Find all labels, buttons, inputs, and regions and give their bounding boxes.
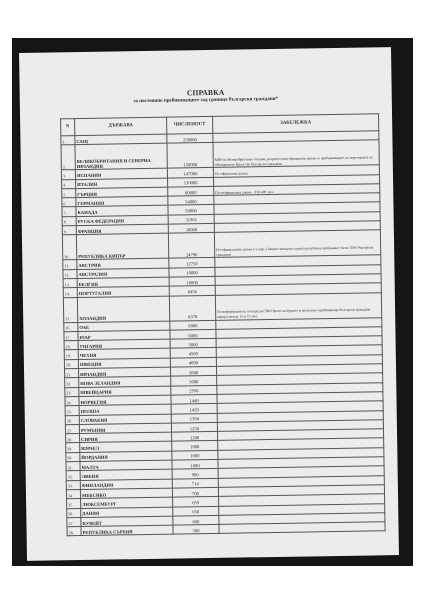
row-count: 1000 [172,450,218,460]
row-number: 30. [66,452,80,462]
row-country: КАНАДА [76,206,168,217]
row-note: По официални данни. [213,165,379,177]
row-country: РУМЪНИЯ [79,423,171,434]
row-number: 14. [63,288,77,298]
row-note: МВР на Великобритания отказва да предостави официални данни за пребиваващите на територията на Обединеното Кралство български граждани [213,140,379,168]
row-country: ЮАР [78,330,170,341]
row-country: ЧЕХИЯ [78,349,170,360]
row-number: 25. [65,406,79,416]
row-number: 29. [66,443,80,453]
row-count: 5000 [170,339,216,349]
row-number: 27. [65,424,79,434]
row-count: 4000 [170,357,216,367]
row-country: СЛОВАКИЯ [79,414,171,425]
row-count: 6456 [169,286,215,296]
row-number: 18. [64,341,78,351]
row-count: 900 [172,469,218,479]
row-count: 250000 [167,133,213,143]
row-country: ФРАНЦИЯ [76,224,168,235]
row-note: По официалните данни в т. нар. Северно-кипърска турска република пребивават около 3500 български граждани [214,230,380,258]
row-country: РЕПУБЛИКА КИПЪР [76,234,168,260]
row-count: 650 [173,506,219,516]
header-num: N [61,119,75,136]
row-count: 3000 [170,366,216,376]
header-count: ЧИСЛЕНОСТ [167,116,213,134]
row-number: 10. [62,235,76,260]
row-number: 4. [62,179,76,189]
row-count: 147080 [167,168,213,178]
row-number: 1. [61,136,75,146]
row-number: 8. [62,216,76,226]
row-country: АВСТРИЯ [77,259,169,270]
row-number: 13. [63,279,77,289]
row-number: 11. [63,260,77,270]
row-country: ИЗРАЕЛ [80,442,172,453]
row-number: 3. [61,170,75,180]
row-count: 12750 [169,258,215,268]
row-count: 500 [173,524,219,534]
row-number: 2. [61,145,75,170]
row-count: 50000 [168,205,214,215]
row-number: 9. [62,226,76,236]
row-number: 19. [64,350,78,360]
row-country: БЕЛГИЯ [77,277,169,288]
row-count: 659 [173,497,219,507]
row-number: 32. [66,471,80,481]
row-country: ГЪРЦИЯ [76,187,168,198]
row-country: ФИНЛАНДИЯ [80,479,172,490]
row-number: 21. [65,369,79,379]
row-country: СИРИЯ [80,432,172,443]
row-country: КУВЕЙТ [81,516,173,527]
row-count: 3000 [171,376,217,386]
row-count: 80000 [168,186,214,196]
row-count: 31965 [168,214,214,224]
row-number: 15. [63,297,77,322]
row-count: 150000 [167,143,213,169]
row-number: 34. [66,489,80,499]
row-note [219,522,385,534]
row-number: 20. [64,359,78,369]
row-country: ВЕЛИКОБРИТАНИЯ И СЕВЕРНА ИРЛАНДИЯ [75,143,167,169]
row-country: РЕПУБЛИКА СЪРБИЯ [81,525,173,536]
row-country: НОРВЕГИЯ [79,395,171,406]
row-note: По информация на холандски СМО броят на legално и нелегално пребиваващи български граждани варира между 15 и 25 хил. [215,292,381,320]
row-country: ИТАЛИЯ [76,178,168,189]
row-count: 1200 [172,432,218,442]
row-count: 700 [172,487,218,497]
table-body [61,131,385,536]
row-country: УНГАРИЯ [78,339,170,350]
row-country: ДАНИЯ [81,507,173,518]
row-country: РУСКА ФЕДЕРАЦИЯ [76,215,168,226]
row-count: 600 [173,515,219,525]
row-count: 6000 [170,329,216,339]
document-subtitle: за постоянно пребиваващите зад граница български граждани* [133,96,279,105]
row-number: 6. [62,198,76,208]
document-sheet [19,47,399,561]
row-number: 35. [67,499,81,509]
row-country: МЕКСИКО [80,488,172,499]
row-count: 54000 [168,196,214,206]
row-country: МАЛТА [80,460,172,471]
row-count: 30000 [168,223,214,233]
row-count: 2950 [171,385,217,395]
row-count: 714 [172,478,218,488]
row-number: 17. [64,331,78,341]
row-number: 23. [65,387,79,397]
row-count: 1448 [171,394,217,404]
row-count: 6000 [170,320,216,330]
row-number: 38. [67,527,81,537]
row-number: 24. [65,396,79,406]
row-country: АВСТРАЛИЯ [77,268,169,279]
row-number: 33. [66,480,80,490]
row-country: ПОРТУГАЛИЯ [77,286,169,297]
row-note: По неофициални данни - 350-400 хил. [214,184,380,196]
row-country: ЛИБИЯ [80,469,172,480]
row-count: 130000 [168,177,214,187]
row-number: 12. [63,269,77,279]
row-country: ГЕРМАНИЯ [76,196,168,207]
row-number: 31. [66,462,80,472]
row-number: 37. [67,517,81,527]
row-country: ИРЛАНДИЯ [78,367,170,378]
row-country: ШВЕЙЦАРИЯ [79,386,171,397]
row-number: 28. [66,434,80,444]
row-number: 5. [62,188,76,198]
row-country: ЛЮКСЕМБУРГ [81,497,173,508]
row-count: 1000 [172,459,218,469]
row-count: 24796 [168,233,214,259]
row-number: 16. [64,322,78,332]
row-count: 1000 [172,441,218,451]
row-count: 1420 [171,404,217,414]
row-country: ИСПАНИЯ [75,168,167,179]
document-title: СПРАВКА [186,87,225,98]
row-count: 6378 [169,295,215,321]
row-country: ЙОРДАНИЯ [80,451,172,462]
row-number: 26. [65,415,79,425]
row-country: ПОЛША [79,404,171,415]
row-count: 1250 [171,422,217,432]
row-country: ОАЕ [78,321,170,332]
row-count: 4500 [170,348,216,358]
row-country: НОВА ЗЕЛАНДИЯ [79,376,171,387]
row-count: 10000 [169,276,215,286]
header-note: ЗАБЕЛЕЖКА [213,114,379,134]
row-number: 36. [67,508,81,518]
row-number: 22. [65,378,79,388]
report-table [60,113,386,536]
row-country: САЩ [75,134,167,145]
row-number: 7. [62,207,76,217]
header-country: ДЪРЖАВА [75,117,167,135]
row-country: ХОЛАНДИЯ [77,296,169,322]
row-country: ШВЕЦИЯ [78,358,170,369]
row-count: 1394 [171,413,217,423]
row-count: 10000 [169,267,215,277]
